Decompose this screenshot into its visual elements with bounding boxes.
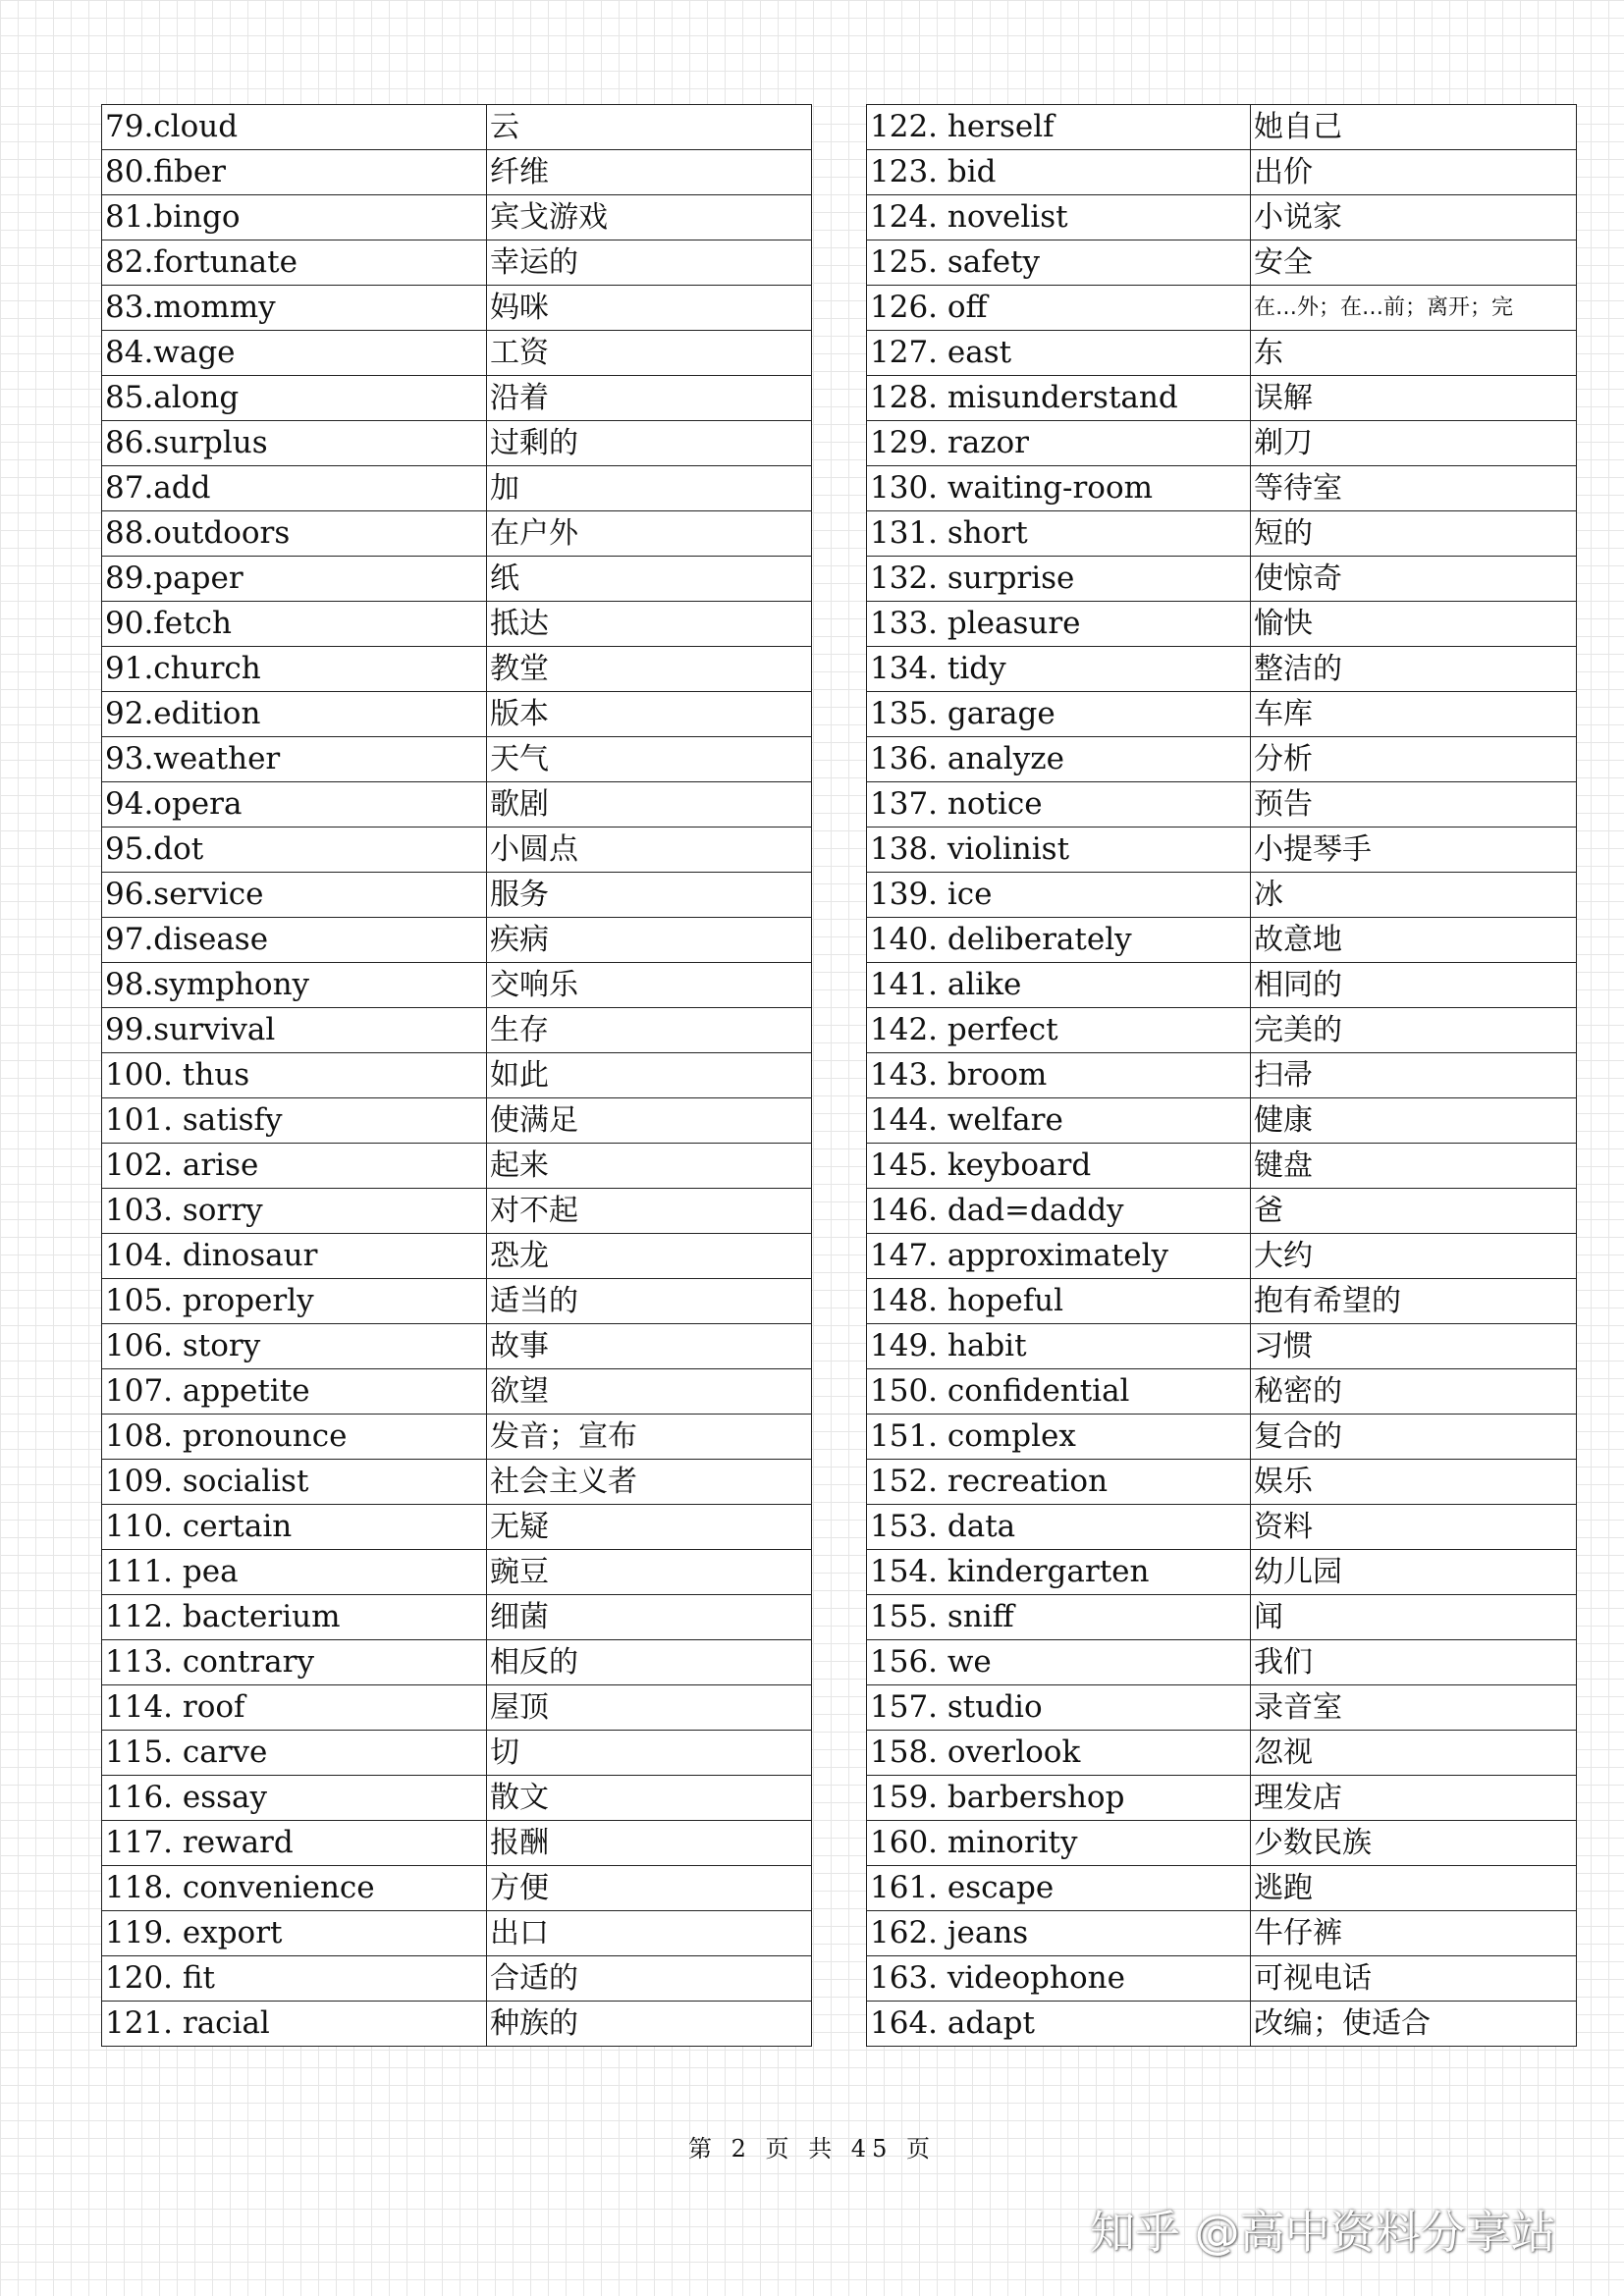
meaning-cell: 幸运的 — [487, 240, 812, 286]
table-row — [867, 1550, 1577, 1595]
word-cell: 128. misunderstand — [867, 376, 1251, 421]
table-row — [867, 1911, 1577, 1956]
word-cell: 104. dinosaur — [102, 1234, 487, 1279]
table-row — [102, 1053, 812, 1098]
meaning-cell: 加 — [487, 466, 812, 511]
word-cell: 159. barbershop — [867, 1776, 1251, 1821]
meaning-cell: 愉快 — [1251, 602, 1577, 647]
meaning-cell: 健康 — [1251, 1098, 1577, 1144]
table-row — [867, 1279, 1577, 1324]
table-row — [102, 511, 812, 557]
word-cell: 123. bid — [867, 150, 1251, 195]
table-row — [867, 1821, 1577, 1866]
table-row — [102, 105, 812, 150]
table-row — [867, 195, 1577, 240]
word-cell: 151. complex — [867, 1415, 1251, 1460]
word-cell: 135. garage — [867, 692, 1251, 737]
word-cell: 93.weather — [102, 737, 487, 782]
meaning-cell: 录音室 — [1251, 1685, 1577, 1731]
word-cell: 150. confidential — [867, 1369, 1251, 1415]
meaning-cell: 资料 — [1251, 1505, 1577, 1550]
word-cell: 141. alike — [867, 963, 1251, 1008]
table-row — [867, 150, 1577, 195]
table-row — [102, 692, 812, 737]
word-cell: 116. essay — [102, 1776, 487, 1821]
table-row — [867, 1460, 1577, 1505]
table-row — [867, 737, 1577, 782]
word-cell: 132. surprise — [867, 557, 1251, 602]
word-cell: 92.edition — [102, 692, 487, 737]
table-row — [867, 376, 1577, 421]
word-cell: 160. minority — [867, 1821, 1251, 1866]
word-cell: 90.fetch — [102, 602, 487, 647]
meaning-cell: 出口 — [487, 1911, 812, 1956]
word-cell: 134. tidy — [867, 647, 1251, 692]
word-cell: 88.outdoors — [102, 511, 487, 557]
word-cell: 79.cloud — [102, 105, 487, 150]
meaning-cell: 方便 — [487, 1866, 812, 1911]
meaning-cell: 秘密的 — [1251, 1369, 1577, 1415]
watermark: 知乎 @高中资料分享站 — [1090, 2206, 1556, 2259]
word-cell: 143. broom — [867, 1053, 1251, 1098]
meaning-cell: 工资 — [487, 331, 812, 376]
meaning-cell: 使惊奇 — [1251, 557, 1577, 602]
table-row — [867, 918, 1577, 963]
table-row — [867, 692, 1577, 737]
word-cell: 81.bingo — [102, 195, 487, 240]
meaning-cell: 她自己 — [1251, 105, 1577, 150]
meaning-cell: 如此 — [487, 1053, 812, 1098]
meaning-cell: 扫帚 — [1251, 1053, 1577, 1098]
word-cell: 118. convenience — [102, 1866, 487, 1911]
meaning-cell: 等待室 — [1251, 466, 1577, 511]
meaning-cell: 出价 — [1251, 150, 1577, 195]
word-cell: 164. adapt — [867, 2002, 1251, 2047]
word-cell: 147. approximately — [867, 1234, 1251, 1279]
table-row — [867, 466, 1577, 511]
meaning-cell: 忽视 — [1251, 1731, 1577, 1776]
word-cell: 98.symphony — [102, 963, 487, 1008]
word-cell: 99.survival — [102, 1008, 487, 1053]
word-cell: 95.dot — [102, 828, 487, 873]
table-row — [102, 421, 812, 466]
meaning-cell: 误解 — [1251, 376, 1577, 421]
meaning-cell: 适当的 — [487, 1279, 812, 1324]
meaning-cell: 服务 — [487, 873, 812, 918]
word-cell: 112. bacterium — [102, 1595, 487, 1640]
meaning-cell: 无疑 — [487, 1505, 812, 1550]
meaning-cell: 小圆点 — [487, 828, 812, 873]
table-row — [102, 150, 812, 195]
table-row — [867, 1098, 1577, 1144]
meaning-cell: 完美的 — [1251, 1008, 1577, 1053]
meaning-cell: 牛仔裤 — [1251, 1911, 1577, 1956]
table-row — [102, 1595, 812, 1640]
meaning-cell: 屋顶 — [487, 1685, 812, 1731]
table-row — [867, 873, 1577, 918]
table-row — [102, 466, 812, 511]
meaning-cell: 故意地 — [1251, 918, 1577, 963]
meaning-cell: 起来 — [487, 1144, 812, 1189]
meaning-cell: 在户外 — [487, 511, 812, 557]
table-row — [102, 240, 812, 286]
table-row — [102, 1234, 812, 1279]
table-row — [102, 1776, 812, 1821]
table-row — [102, 647, 812, 692]
meaning-cell: 键盘 — [1251, 1144, 1577, 1189]
table-row — [867, 557, 1577, 602]
meaning-cell: 恐龙 — [487, 1234, 812, 1279]
word-cell: 84.wage — [102, 331, 487, 376]
meaning-cell: 闻 — [1251, 1595, 1577, 1640]
word-cell: 142. perfect — [867, 1008, 1251, 1053]
table-row — [102, 1189, 812, 1234]
word-cell: 157. studio — [867, 1685, 1251, 1731]
meaning-cell: 小提琴手 — [1251, 828, 1577, 873]
table-row — [102, 195, 812, 240]
table-row — [867, 1505, 1577, 1550]
table-row — [102, 331, 812, 376]
word-cell: 97.disease — [102, 918, 487, 963]
table-row — [102, 782, 812, 828]
meaning-cell: 过剩的 — [487, 421, 812, 466]
meaning-cell: 娱乐 — [1251, 1460, 1577, 1505]
table-row — [102, 737, 812, 782]
vocab-table-left — [101, 104, 812, 2047]
table-row — [102, 1505, 812, 1550]
meaning-cell: 改编；使适合 — [1251, 2002, 1577, 2047]
word-cell: 119. export — [102, 1911, 487, 1956]
meaning-cell: 歌剧 — [487, 782, 812, 828]
table-row — [867, 647, 1577, 692]
word-cell: 127. east — [867, 331, 1251, 376]
table-row — [102, 1550, 812, 1595]
meaning-cell: 沿着 — [487, 376, 812, 421]
meaning-cell: 小说家 — [1251, 195, 1577, 240]
meaning-cell: 幼儿园 — [1251, 1550, 1577, 1595]
table-row — [867, 1776, 1577, 1821]
word-cell: 144. welfare — [867, 1098, 1251, 1144]
meaning-cell: 妈咪 — [487, 286, 812, 331]
word-cell: 161. escape — [867, 1866, 1251, 1911]
word-cell: 146. dad=daddy — [867, 1189, 1251, 1234]
table-row — [867, 331, 1577, 376]
meaning-cell: 版本 — [487, 692, 812, 737]
word-cell: 156. we — [867, 1640, 1251, 1685]
word-cell: 83.mommy — [102, 286, 487, 331]
table-row — [102, 828, 812, 873]
table-row — [102, 918, 812, 963]
table-row — [867, 602, 1577, 647]
word-cell: 133. pleasure — [867, 602, 1251, 647]
meaning-cell: 相反的 — [487, 1640, 812, 1685]
meaning-cell: 在…外；在…前；离开；完 — [1251, 286, 1577, 331]
word-cell: 105. properly — [102, 1279, 487, 1324]
meaning-cell: 抱有希望的 — [1251, 1279, 1577, 1324]
word-cell: 145. keyboard — [867, 1144, 1251, 1189]
table-row — [102, 1415, 812, 1460]
table-row — [102, 873, 812, 918]
meaning-cell: 教堂 — [487, 647, 812, 692]
word-cell: 139. ice — [867, 873, 1251, 918]
word-cell: 163. videophone — [867, 1956, 1251, 2002]
word-cell: 91.church — [102, 647, 487, 692]
table-row — [102, 286, 812, 331]
table-row — [867, 421, 1577, 466]
table-row — [102, 1369, 812, 1415]
meaning-cell: 短的 — [1251, 511, 1577, 557]
table-row — [867, 1685, 1577, 1731]
word-cell: 162. jeans — [867, 1911, 1251, 1956]
meaning-cell: 交响乐 — [487, 963, 812, 1008]
word-cell: 82.fortunate — [102, 240, 487, 286]
word-cell: 140. deliberately — [867, 918, 1251, 963]
word-cell: 107. appetite — [102, 1369, 487, 1415]
word-cell: 122. herself — [867, 105, 1251, 150]
meaning-cell: 车库 — [1251, 692, 1577, 737]
meaning-cell: 我们 — [1251, 1640, 1577, 1685]
meaning-cell: 剃刀 — [1251, 421, 1577, 466]
meaning-cell: 疾病 — [487, 918, 812, 963]
table-row — [102, 1640, 812, 1685]
table-row — [102, 1324, 812, 1369]
meaning-cell: 相同的 — [1251, 963, 1577, 1008]
word-cell: 130. waiting-room — [867, 466, 1251, 511]
meaning-cell: 爸 — [1251, 1189, 1577, 1234]
table-row — [867, 1640, 1577, 1685]
table-row — [867, 1189, 1577, 1234]
word-cell: 103. sorry — [102, 1189, 487, 1234]
table-row — [102, 1911, 812, 1956]
table-row — [867, 1144, 1577, 1189]
table-row — [102, 1731, 812, 1776]
word-cell: 86.surplus — [102, 421, 487, 466]
meaning-cell: 纸 — [487, 557, 812, 602]
word-cell: 131. short — [867, 511, 1251, 557]
word-cell: 94.opera — [102, 782, 487, 828]
meaning-cell: 生存 — [487, 1008, 812, 1053]
table-row — [867, 1369, 1577, 1415]
table-row — [867, 1956, 1577, 2002]
meaning-cell: 社会主义者 — [487, 1460, 812, 1505]
word-cell: 109. socialist — [102, 1460, 487, 1505]
page-number: 第 2 页 共 45 页 — [688, 2135, 936, 2163]
table-row — [102, 1956, 812, 2002]
word-cell: 138. violinist — [867, 828, 1251, 873]
table-row — [102, 963, 812, 1008]
word-cell: 85.along — [102, 376, 487, 421]
word-cell: 80.fiber — [102, 150, 487, 195]
meaning-cell: 习惯 — [1251, 1324, 1577, 1369]
word-cell: 113. contrary — [102, 1640, 487, 1685]
table-row — [867, 240, 1577, 286]
table-row — [102, 1008, 812, 1053]
meaning-cell: 纤维 — [487, 150, 812, 195]
word-cell: 137. notice — [867, 782, 1251, 828]
meaning-cell: 云 — [487, 105, 812, 150]
meaning-cell: 逃跑 — [1251, 1866, 1577, 1911]
word-cell: 100. thus — [102, 1053, 487, 1098]
table-row — [867, 828, 1577, 873]
table-row — [867, 2002, 1577, 2047]
meaning-cell: 天气 — [487, 737, 812, 782]
table-row — [867, 1234, 1577, 1279]
table-row — [867, 1053, 1577, 1098]
word-cell: 120. fit — [102, 1956, 487, 2002]
table-row — [867, 1866, 1577, 1911]
word-cell: 117. reward — [102, 1821, 487, 1866]
word-cell: 114. roof — [102, 1685, 487, 1731]
table-row — [102, 1460, 812, 1505]
meaning-cell: 少数民族 — [1251, 1821, 1577, 1866]
word-cell: 136. analyze — [867, 737, 1251, 782]
table-row — [867, 286, 1577, 331]
word-cell: 126. off — [867, 286, 1251, 331]
meaning-cell: 细菌 — [487, 1595, 812, 1640]
table-row — [867, 963, 1577, 1008]
word-cell: 152. recreation — [867, 1460, 1251, 1505]
word-cell: 87.add — [102, 466, 487, 511]
word-cell: 89.paper — [102, 557, 487, 602]
table-row — [867, 1731, 1577, 1776]
word-cell: 155. sniff — [867, 1595, 1251, 1640]
table-row — [867, 782, 1577, 828]
meaning-cell: 故事 — [487, 1324, 812, 1369]
table-row — [102, 1144, 812, 1189]
meaning-cell: 欲望 — [487, 1369, 812, 1415]
word-cell: 158. overlook — [867, 1731, 1251, 1776]
meaning-cell: 发音；宣布 — [487, 1415, 812, 1460]
meaning-cell: 对不起 — [487, 1189, 812, 1234]
word-cell: 108. pronounce — [102, 1415, 487, 1460]
table-row — [102, 1279, 812, 1324]
table-row — [102, 1866, 812, 1911]
table-row — [867, 511, 1577, 557]
table-row — [102, 1685, 812, 1731]
vocab-table-right — [866, 104, 1577, 2047]
word-cell: 148. hopeful — [867, 1279, 1251, 1324]
meaning-cell: 合适的 — [487, 1956, 812, 2002]
table-row — [102, 602, 812, 647]
word-cell: 115. carve — [102, 1731, 487, 1776]
word-cell: 111. pea — [102, 1550, 487, 1595]
meaning-cell: 安全 — [1251, 240, 1577, 286]
table-row — [867, 1324, 1577, 1369]
meaning-cell: 可视电话 — [1251, 1956, 1577, 2002]
word-cell: 154. kindergarten — [867, 1550, 1251, 1595]
table-row — [102, 1821, 812, 1866]
meaning-cell: 散文 — [487, 1776, 812, 1821]
meaning-cell: 报酬 — [487, 1821, 812, 1866]
word-cell: 102. arise — [102, 1144, 487, 1189]
meaning-cell: 冰 — [1251, 873, 1577, 918]
meaning-cell: 预告 — [1251, 782, 1577, 828]
table-row — [102, 1098, 812, 1144]
table-row — [102, 376, 812, 421]
meaning-cell: 抵达 — [487, 602, 812, 647]
word-cell: 121. racial — [102, 2002, 487, 2047]
meaning-cell: 整洁的 — [1251, 647, 1577, 692]
meaning-cell: 种族的 — [487, 2002, 812, 2047]
word-cell: 110. certain — [102, 1505, 487, 1550]
word-cell: 125. safety — [867, 240, 1251, 286]
table-row — [102, 2002, 812, 2047]
word-cell: 101. satisfy — [102, 1098, 487, 1144]
table-row — [867, 1008, 1577, 1053]
meaning-cell: 复合的 — [1251, 1415, 1577, 1460]
meaning-cell: 使满足 — [487, 1098, 812, 1144]
table-row — [102, 557, 812, 602]
table-row — [867, 105, 1577, 150]
meaning-cell: 理发店 — [1251, 1776, 1577, 1821]
word-cell: 149. habit — [867, 1324, 1251, 1369]
meaning-cell: 宾戈游戏 — [487, 195, 812, 240]
word-cell: 106. story — [102, 1324, 487, 1369]
table-row — [867, 1595, 1577, 1640]
word-cell: 153. data — [867, 1505, 1251, 1550]
meaning-cell: 豌豆 — [487, 1550, 812, 1595]
word-cell: 124. novelist — [867, 195, 1251, 240]
word-cell: 96.service — [102, 873, 487, 918]
meaning-cell: 东 — [1251, 331, 1577, 376]
meaning-cell: 大约 — [1251, 1234, 1577, 1279]
meaning-cell: 切 — [487, 1731, 812, 1776]
table-row — [867, 1415, 1577, 1460]
meaning-cell: 分析 — [1251, 737, 1577, 782]
word-cell: 129. razor — [867, 421, 1251, 466]
